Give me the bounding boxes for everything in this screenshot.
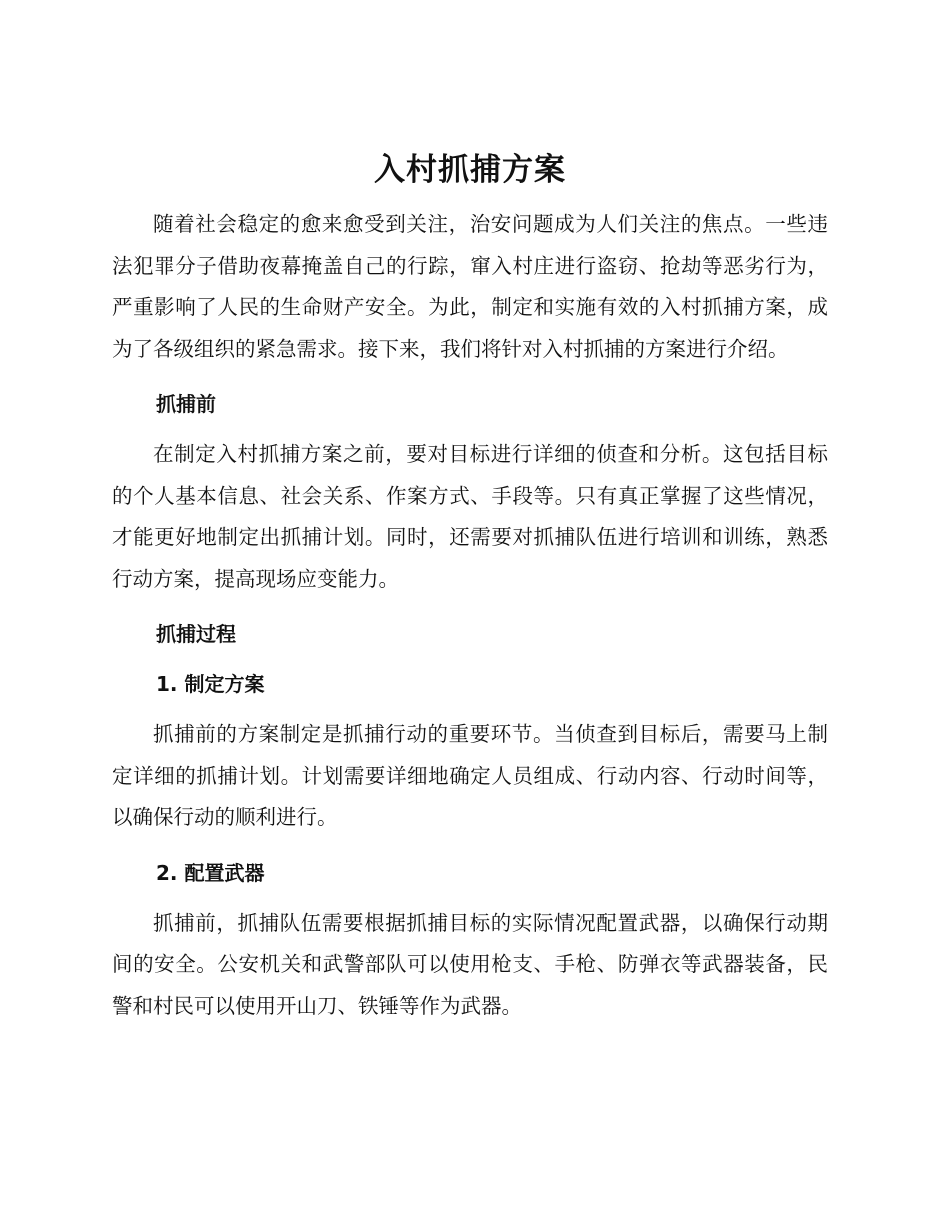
section-heading-configure-weapons: 2. 配置武器	[156, 860, 265, 885]
section-paragraph-before-arrest: 在制定入村抓捕方案之前，要对目标进行详细的侦查和分析。这包括目标的个人基本信息、社会关系、作案方式、手段等。只有真正掌握了这些情况，才能更好地制定出抓捕计划。同时，还需要对抓捕队伍进行培训和训练，熟悉行动方案，提高现场应变能力。	[112, 442, 828, 591]
section-paragraph-make-plan: 抓捕前的方案制定是抓捕行动的重要环节。当侦查到目标后，需要马上制定详细的抓捕计划。计划需要详细地确定人员组成、行动内容、行动时间等，以确保行动的顺利进行。	[112, 722, 828, 829]
section-heading-arrest-process: 抓捕过程	[156, 622, 236, 646]
section-heading-before-arrest: 抓捕前	[156, 392, 216, 416]
document-title: 入村抓捕方案	[374, 152, 566, 188]
section-heading-make-plan: 1. 制定方案	[156, 672, 265, 696]
intro-paragraph: 随着社会稳定的愈来愈受到关注，治安问题成为人们关注的焦点。一些违法犯罪分子借助夜幕掩盖自己的行踪，窜入村庄进行盗窃、抢劫等恶劣行为，严重影响了人民的生命财产安全。为此，制定和实施有效的入村抓捕方案，成为了各级组织的紧急需求。接下来，我们将针对入村抓捕的方案进行介绍。	[112, 212, 828, 361]
section-paragraph-configure-weapons: 抓捕前，抓捕队伍需要根据抓捕目标的实际情况配置武器，以确保行动期间的安全。公安机关和武警部队可以使用枪支、手枪、防弹衣等武器装备，民警和村民可以使用开山刀、铁锤等作为武器。	[112, 910, 828, 1018]
document-body	[112, 146, 828, 1027]
